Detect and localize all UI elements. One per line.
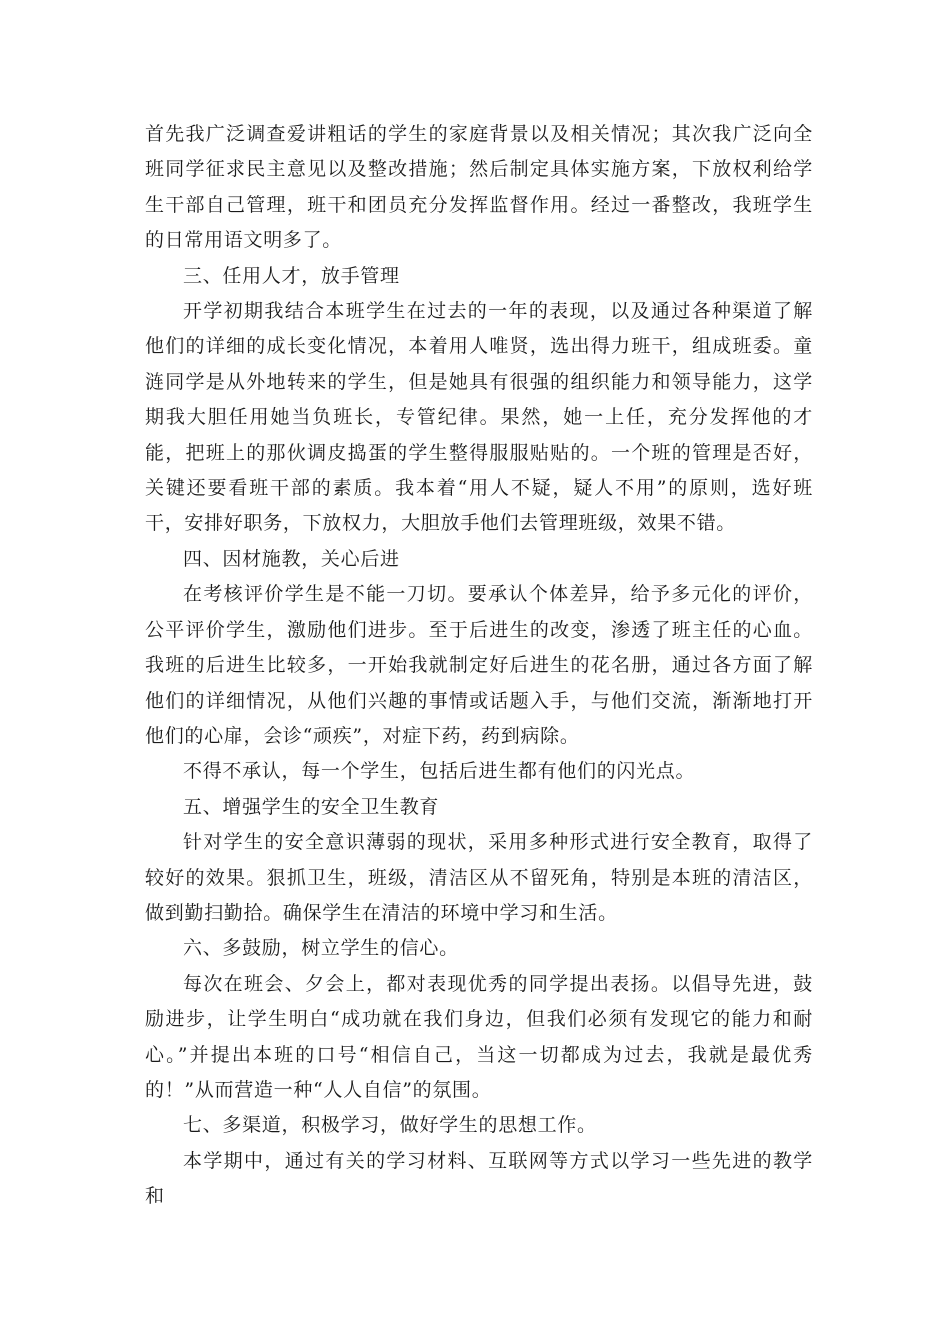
section-heading-3: 三、任用人才，放手管理 <box>183 264 400 287</box>
document-body <box>145 117 813 1215</box>
paragraph: 针对学生的安全意识薄弱的现状，采用多种形式进行安全教育，取得了较好的效果。狠抓卫生，班级，清洁区从不留死角，特别是本班的清洁区，做到勤扫勤拾。确保学生在清洁的环境中学习和生活。 <box>145 831 813 924</box>
paragraph: 开学初期我结合本班学生在过去的一年的表现，以及通过各种渠道了解他们的详细的成长变化情况，本着用人唯贤，选出得力班干，组成班委。童涟同学是从外地转来的学生，但是她具有很强的组织能力和领导能力，这学期我大胆任用她当负班长，专管纪律。果然，她一上任，充分发挥他的才能，把班上的那伙调皮捣蛋的学生整得服服贴贴的。一个班的管理是否好，关键还要看班干部的素质。我本着“用人不疑，疑人不用”的原则，选好班干，安排好职务，下放权力，大胆放手他们去管理班级，效果不错。 <box>145 300 813 535</box>
section-heading-7: 七、多渠道，积极学习，做好学生的思想工作。 <box>183 1114 597 1137</box>
paragraph-continuation: 首先我广泛调查爱讲粗话的学生的家庭背景以及相关情况；其次我广泛向全班同学征求民主意见以及整改措施；然后制定具体实施方案，下放权利给学生干部自己管理，班干和团员充分发挥监督作用。经过一番整改，我班学生的日常用语文明多了。 <box>145 123 813 252</box>
paragraph: 在考核评价学生是不能一刀切。要承认个体差异，给予多元化的评价，公平评价学生，激励他们进步。至于后进生的改变，渗透了班主任的心血。我班的后进生比较多，一开始我就制定好后进生的花名册，通过各方面了解他们的详细情况，从他们兴趣的事情或话题入手，与他们交流，渐渐地打开他们的心扉，会诊“顽疾”，对症下药，药到病除。 <box>145 583 813 747</box>
paragraph: 不得不承认，每一个学生，包括后进生都有他们的闪光点。 <box>183 760 696 783</box>
paragraph: 每次在班会、夕会上，都对表现优秀的同学提出表扬。以倡导先进，鼓励进步，让学生明白“成功就在我们身边，但我们必须有发现它的能力和耐心。”并提出本班的口号“相信自己，当这一切都成为过去，我就是最优秀的！”从而营造一种“人人自信”的氛围。 <box>145 972 813 1101</box>
section-heading-4: 四、因材施教，关心后进 <box>183 547 400 570</box>
section-heading-6: 六、多鼓励，树立学生的信心。 <box>183 937 459 960</box>
paragraph: 本学期中，通过有关的学习材料、互联网等方式以学习一些先进的教学和 <box>145 1149 813 1208</box>
section-heading-5: 五、增强学生的安全卫生教育 <box>183 795 440 818</box>
